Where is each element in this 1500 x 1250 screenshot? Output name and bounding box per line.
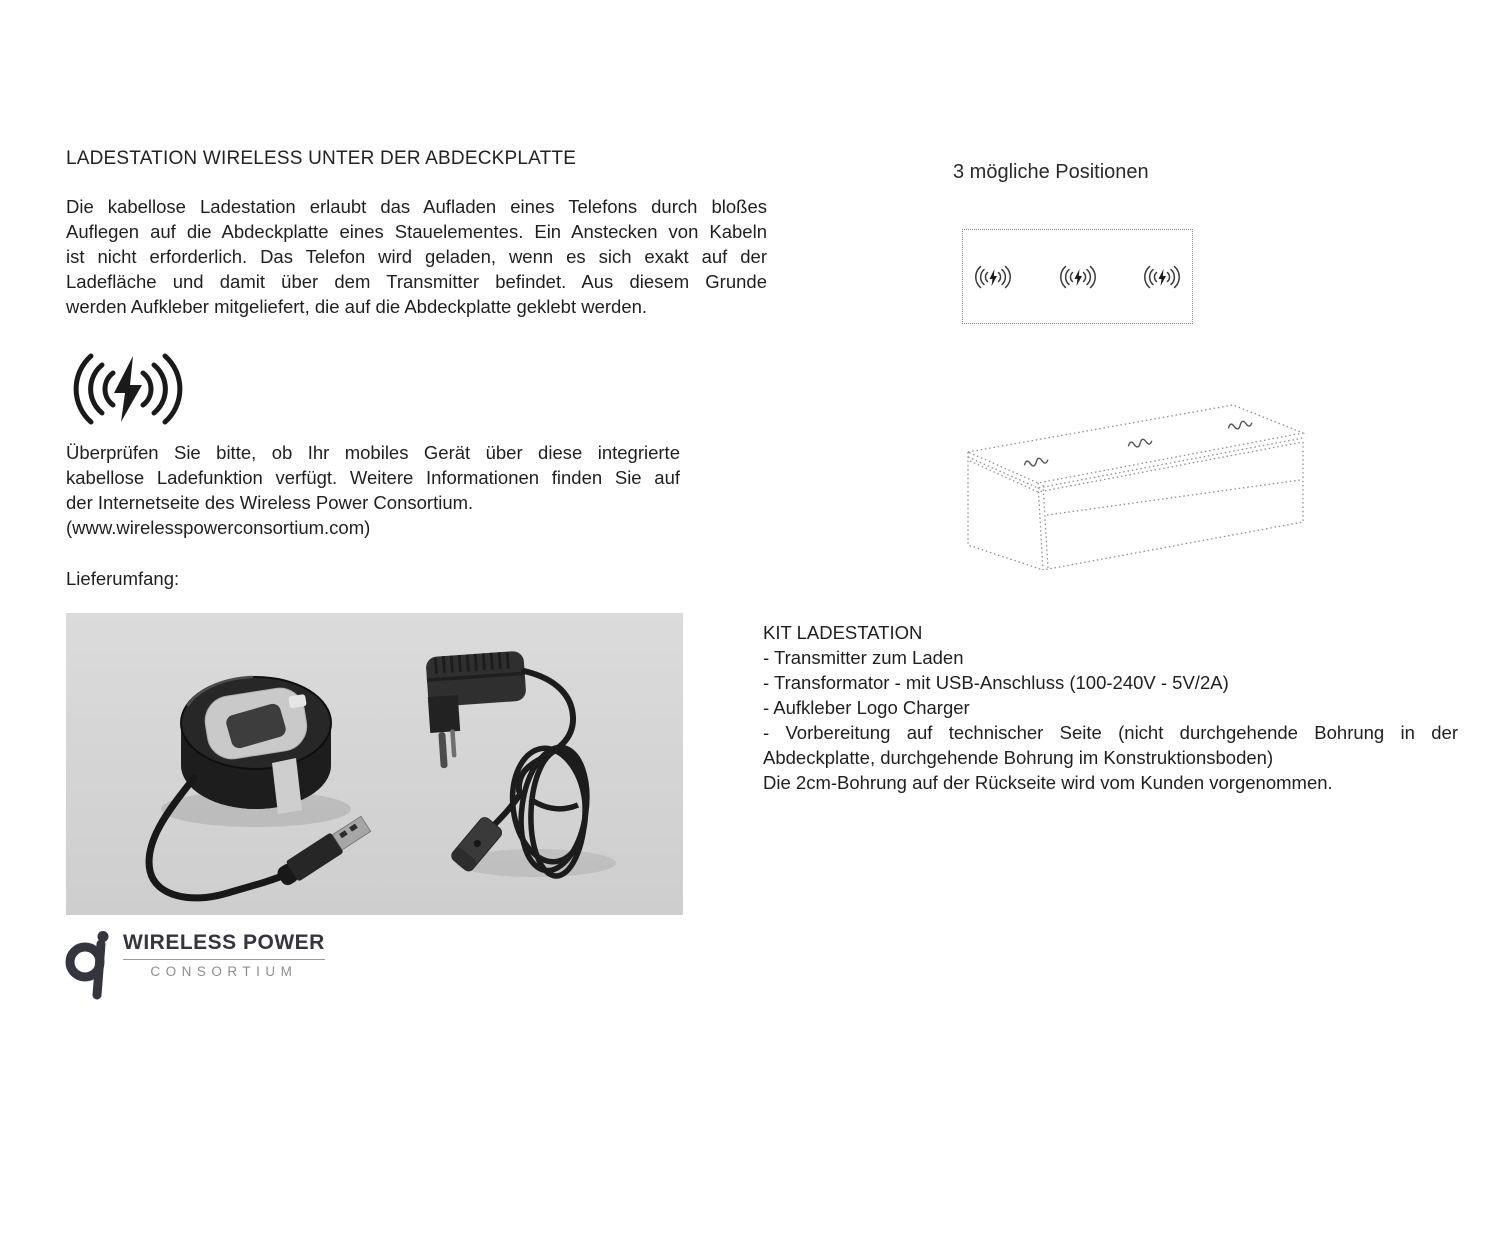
kit-list-item: - Transformator - mit USB-Anschluss (100-240V - 5V/2A): [763, 672, 1229, 693]
qi-note-line: der Internetseite des Wireless Power Consortium.: [66, 492, 474, 513]
cabinet-drawing: [960, 398, 1310, 583]
kit-photo: [66, 613, 683, 915]
charging-position-icon: [1060, 263, 1096, 291]
lightning-bolt-icon: [114, 356, 142, 422]
intro-paragraph-line: Ladefläche und damit über dem Transmitter befindet. Aus diesem Grunde: [66, 271, 767, 292]
charging-position-icon: [975, 263, 1011, 291]
intro-paragraph: [66, 194, 767, 319]
kit-note: Die 2cm-Bohrung auf der Rückseite wird vom Kunden vorgenommen.: [763, 772, 1333, 793]
qi-glyph-icon: [63, 931, 113, 1001]
kit-title: KIT LADESTATION: [763, 622, 923, 643]
positions-diagram: [962, 229, 1193, 324]
delivery-scope-label: Lieferumfang:: [66, 568, 180, 589]
kit-section: [763, 620, 1458, 795]
kit-list-item: - Vorbereitung auf technischer Seite (nicht durchgehende Bohrung in der: [763, 722, 1458, 743]
kit-list-item: Abdeckplatte, durchgehende Bohrung im Konstruktionsboden): [763, 747, 1274, 768]
qi-note-line: kabellose Ladefunktion verfügt. Weitere Informationen finden Sie auf: [66, 467, 680, 488]
qi-logo: [63, 931, 325, 1001]
kit-list-item: - Aufkleber Logo Charger: [763, 697, 970, 718]
intro-paragraph-line: Die kabellose Ladestation erlaubt das Aufladen eines Telefons durch bloßes: [66, 196, 767, 217]
intro-paragraph-line: Auflegen auf die Abdeckplatte eines Stauelementes. Ein Anstecken von Kabeln: [66, 221, 767, 242]
wireless-charging-icon: [66, 344, 190, 434]
qi-note-paragraph: [66, 440, 680, 540]
transmitter-puck: [181, 677, 331, 814]
intro-paragraph-line: werden Aufkleber mitgeliefert, die auf die Abdeckplatte geklebt werden.: [66, 296, 648, 317]
page-title: LADESTATION WIRELESS UNTER DER ABDECKPLATTE: [66, 148, 577, 169]
website-url: (www.wirelesspowerconsortium.com): [66, 517, 371, 538]
positions-title: 3 mögliche Positionen: [953, 161, 1149, 183]
kit-list-item: - Transmitter zum Laden: [763, 647, 964, 668]
intro-paragraph-line: ist nicht erforderlich. Das Telefon wird geladen, wenn es sich exakt auf der: [66, 246, 767, 267]
logo-consortium: CONSORTIUM: [150, 964, 298, 979]
top-charging-marks: [1024, 420, 1253, 467]
charging-position-icon: [1144, 263, 1180, 291]
logo-wireless-power: WIRELESS POWER: [123, 931, 325, 960]
qi-note-line: Überprüfen Sie bitte, ob Ihr mobiles Gerät über diese integrierte: [66, 442, 680, 463]
